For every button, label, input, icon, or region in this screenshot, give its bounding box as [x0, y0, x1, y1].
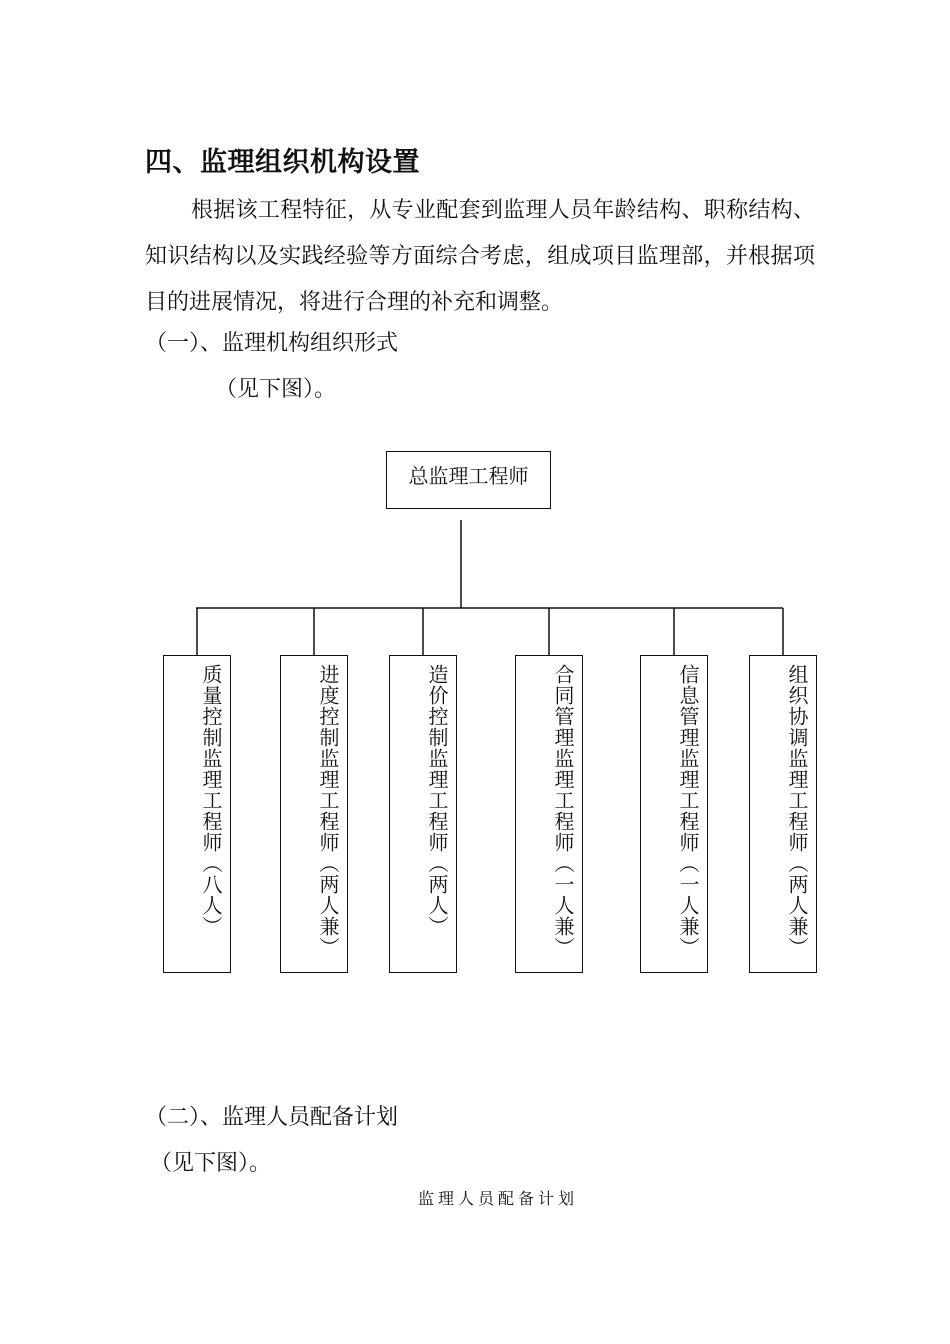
- org-node-label: 信息管理监理工程师（一人兼）: [676, 664, 700, 958]
- subsection-1-title: （一）、监理机构组织形式: [145, 331, 399, 356]
- section-title: 四、监理组织机构设置: [145, 147, 420, 178]
- org-node-schedule: [280, 655, 348, 973]
- org-node-coordination: [749, 655, 817, 973]
- org-node-contract: [515, 655, 583, 973]
- subsection-1-note: （见下图）。: [215, 377, 337, 402]
- subsection-2-note: （见下图）。: [150, 1151, 272, 1176]
- chief-engineer-box: [386, 451, 551, 509]
- org-node-cost: [389, 655, 457, 973]
- org-node-label: 造价控制监理工程师（两人）: [425, 664, 449, 937]
- org-node-information: [640, 655, 708, 973]
- intro-paragraph: 根据该工程特征，从专业配套到监理人员年龄结构、职称结构、知识结构以及实践经验等方面综合考虑，组成项目监理部，并根据项目的进展情况，将进行合理的补充和调整。: [145, 198, 815, 315]
- org-node-label: 合同管理监理工程师（一人兼）: [551, 664, 575, 958]
- org-node-label: 进度控制监理工程师（两人兼）: [316, 664, 340, 958]
- subsection-2-title: （二）、监理人员配备计划: [145, 1105, 399, 1130]
- staffing-plan-caption: 监理人员配备计划: [418, 1189, 579, 1208]
- chief-engineer-label: 总监理工程师: [408, 464, 529, 488]
- org-node-label: 质量控制监理工程师（八人）: [199, 664, 223, 937]
- org-node-label: 组织协调监理工程师（两人兼）: [785, 664, 809, 958]
- org-node-quality: [163, 655, 231, 973]
